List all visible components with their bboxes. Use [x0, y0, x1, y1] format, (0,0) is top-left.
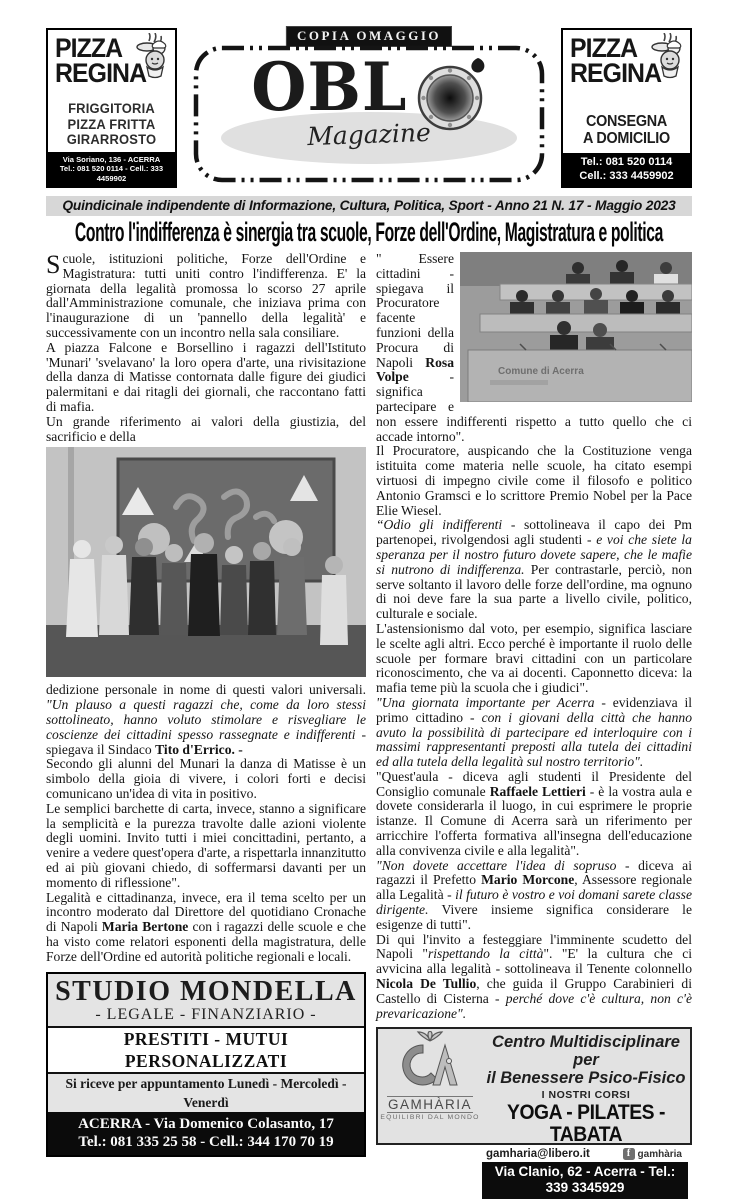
gamharia-courses: YOGA - PILATES - TABATA [507, 1101, 665, 1147]
strapline: Quindicinale indipendente di Informazione, Cultura, Politica, Sport - Anno 21 N. 17 - Maggio 2023 [46, 196, 692, 216]
ad-pizza-regina-left [46, 28, 177, 188]
gamharia-name: GAMHÀRIA [387, 1097, 472, 1113]
article-paragraph: “Odio gli indifferenti - sottolineava il capo dei Pm partenopei, rivolgendosi agli studenti - e voi che siete la speranza per il nostro futuro dovete sapere, che le mafie si nutrono di indifferenza. Per contrastarle, perciò, non serve soltanto il lavoro delle forze dell'ordine, ma ognuno di noi deve fare la sua parte a livello civile, politico, culturale e sociale. [376, 517, 692, 622]
pizza-right-contact-bar [563, 153, 690, 186]
article-left-top [46, 252, 366, 444]
mondella-subtitle: - LEGALE - FINANZIARIO - [95, 1005, 317, 1023]
ad-studio-mondella [46, 972, 366, 1157]
magazine-subtitle: Magazine [306, 117, 432, 152]
pizza-phone: Tel.: 081 520 0114 [580, 156, 673, 168]
magazine-title-text: OBL [250, 48, 408, 126]
pizza-brand-block [48, 30, 175, 101]
pizza-cell: Cell.: 333 4459902 [579, 169, 674, 182]
headline [46, 218, 692, 247]
pizza-service-line: GIRARROSTO [66, 132, 157, 147]
ad-pizza-regina-right [561, 28, 692, 188]
article-paragraph: Le semplici barchette di carta, invece, stanno a significare la semplicità e la purezza travolte dalle azioni violente degli uomini. Invito tutti i miei concittadini, pertanto, a venire a vedere quest'opera d'arte, a rispettarla innanzitutto ed ai più giovani chiedo, di soffermarsi davanti per un momento di riflessione". [46, 800, 366, 890]
gamharia-tagline: EQUILIBRI DAL MONDO [380, 1114, 480, 1122]
article-paragraph: Legalità e cittadinanza, invece, era il tema scelto per un incontro moderato dal Direttore del quotidiano Cronache di Napoli Maria Bertone con i ragazzi delle scuole e che ha visto come relatori esponenti della magistratura, delle Forze dell'Ordine ed autorità politiche regionali e locali. [46, 889, 366, 964]
facebook-icon: f [623, 1148, 635, 1160]
pizza-brand-block [563, 30, 690, 111]
pizza-brand-line2: REGINA [55, 58, 147, 88]
article-left-bottom [46, 683, 366, 964]
article-paragraph: Scuole, istituzioni politiche, Forze dell'Ordine e Magistratura: tutti uniti contro l'indifferenza. E' la giornata della legalità promossa lo scorso 27 aprile dall'Amministrazione comunale, che iniziava prima con l'inaugurazione di un 'pannello della legalità' e successivamente con un incontro nella sala consiliare. [46, 250, 366, 340]
mondella-hours: Si riceve per appuntamento Lunedì - Mercoledì - Venerdì [48, 1074, 364, 1112]
article-paragraph: A piazza Falcone e Borsellino i ragazzi dell'Istituto 'Munari' 'svelavano' la loro opera d'arte, una rivisitazione della danza di Matisse contornata dalle figure dei giudici palermitani e dai ritagli dei giornali, che raccontano fatti di mafia. [46, 339, 366, 414]
article-paragraph: L'astensionismo dal voto, per esempio, significa lasciare le scelte agli altri. Ecco perché è importante il ruolo delle scuole per formare bravi cittadini con un particolare riconoscimento, che va ai docenti. Caponnetto diceva: la mafia teme più la scuola che i giudici". [376, 620, 692, 696]
article-body [46, 250, 693, 1196]
pizza-phone: Tel.: 081 520 0114 - Cell.: 333 4459902 [59, 164, 164, 183]
pizza-address: Via Soriano, 136 - ACERRA [62, 154, 161, 164]
article-paragraph: "Quest'aula - diceva agli studenti il Presidente del Consiglio comunale Raffaele Lettieri - è la vostra aula e dovete considerarla il luogo, in cui esprimere le proprie istanze. Il Comune di Acerra sarà un riferimento per arricchire l'offerta formativa all'insegna dell'educazione alla convivenza civile e alla legalità". [376, 768, 692, 858]
article-paragraph: Secondo gli alunni del Munari la danza di Matisse è un simbolo della gioia di vivere, i colori forti e decisi comunicano un'idea di vita in positivo. [46, 756, 366, 801]
gamharia-facebook-handle: gamhària [637, 1148, 682, 1160]
group-photo [46, 447, 366, 677]
gamharia-contact-row [482, 1146, 690, 1162]
mondella-header [48, 974, 364, 1026]
pizza-service-line: PIZZA FRITTA [67, 116, 156, 132]
article-paragraph: "Non dovete accettare l'idea di sopruso - diceva ai ragazzi il Prefetto Mario Morcone, Assessore regionale alla Legalità - il futuro è vostro e voi domani sarete classe dirigente. Vivere insieme significa considerare le esigenze di tutti". [376, 857, 693, 932]
free-copy-banner: COPIA OMAGGIO [286, 26, 452, 47]
gamharia-facebook [623, 1148, 682, 1160]
article-column-right [376, 251, 693, 1196]
gamharia-courses-label: I NOSTRI CORSI [541, 1089, 631, 1102]
pizza-brand-line1: PIZZA [570, 33, 638, 63]
pizza-chef-icon [129, 33, 173, 84]
article-paragraph: Il Procuratore, auspicando che la Costituzione venga istituita come materia nelle scuole, ha citato esempi virtuosi di impegno civile come il filosofo e politico Antonio Gramsci e lo scrittore Premio Nobel per la Pace Elie Wiesel. [376, 443, 692, 518]
gamharia-logo [378, 1029, 482, 1143]
mondella-address: ACERRA - Via Domenico Colasanto, 17 [78, 1115, 334, 1132]
gamharia-content [482, 1029, 690, 1196]
pizza-service-line: FRIGGITORIA [68, 101, 155, 116]
page-header [46, 28, 692, 190]
pizza-delivery-block [563, 111, 690, 153]
council-desk-label: Comune di Acerra [498, 366, 584, 377]
masthead [193, 28, 545, 190]
mondella-contact-bar [48, 1112, 364, 1155]
gamharia-heading-line1: Centro Multidisciplinare per [492, 1033, 680, 1070]
pizza-left-contact-bar [48, 152, 175, 187]
ad-gamharia [376, 1027, 692, 1196]
pizza-brand-line1: PIZZA [55, 33, 123, 63]
headline-text: Contro l'indifferenza è sinergia tra scuole, Forze dell'Ordine, Magistratura e politica [74, 217, 664, 247]
council-photo [460, 252, 692, 402]
gamharia-heading-line2: il Benessere Psico-Fisico [486, 1069, 686, 1088]
gamharia-address-bar: Via Clanio, 62 - Acerra - Tel.: 339 3345929 [482, 1162, 688, 1199]
pizza-chef-icon [644, 33, 688, 84]
article-paragraph: " Essere cittadini - spiegava il Procuratore facente funzioni della Procura di Napoli Rosa Volpe - significa partecipare e non essere indifferenti rispetto a tutto quello che ci accade intorno". [376, 251, 692, 444]
mondella-title: STUDIO MONDELLA [55, 975, 357, 1007]
gamharia-email: gamharia@libero.it [486, 1148, 590, 1161]
article-paragraph: dedizione personale in nome di questi valori universali. "Un plauso a questi ragazzi che, come da loro stessi sottolineato, hanno voluto stimolare e risvegliare le coscienze dei cittadini spesso rassegnate e indifferenti - spiegava il Sindaco Tito d'Errico. - [46, 682, 366, 757]
pizza-brand-line2: REGINA [570, 58, 662, 88]
pizza-services [48, 101, 175, 152]
article-paragraph: Di qui l'invito a festeggiare l'imminente scudetto del Napoli "rispettando la città". "E' la cultura che ci avvicina alla legalità - sottolineava il Tenente colonnello Nicola De Tullio, che guida il Gruppo Carabinieri di Castello di Cisterna - perché dove c'è cultura, non c'è prevaricazione". [376, 931, 693, 1021]
pizza-delivery-line: A DOMICILIO [583, 130, 670, 147]
mondella-services: PRESTITI - MUTUI PERSONALIZZATI [48, 1026, 364, 1074]
article-paragraph: Un grande riferimento ai valori della giustizia, del sacrificio e della [46, 413, 366, 444]
article-column-left [46, 252, 366, 1157]
gamharia-monogram-icon [393, 1031, 467, 1098]
article-paragraph: "Una giornata importante per Acerra - evidenziava il primo cittadino - con i giovani della città che hanno avuto la possibilità di partecipare ed interloquire con i massimi rappresentanti preposti alla tutela dei cittadini ed alla tutela della legalità sul nostro territorio". [376, 694, 692, 770]
mondella-phone: Tel.: 081 335 25 58 - Cell.: 344 170 70 19 [78, 1133, 334, 1150]
pizza-delivery-line: CONSEGNA [585, 113, 668, 130]
